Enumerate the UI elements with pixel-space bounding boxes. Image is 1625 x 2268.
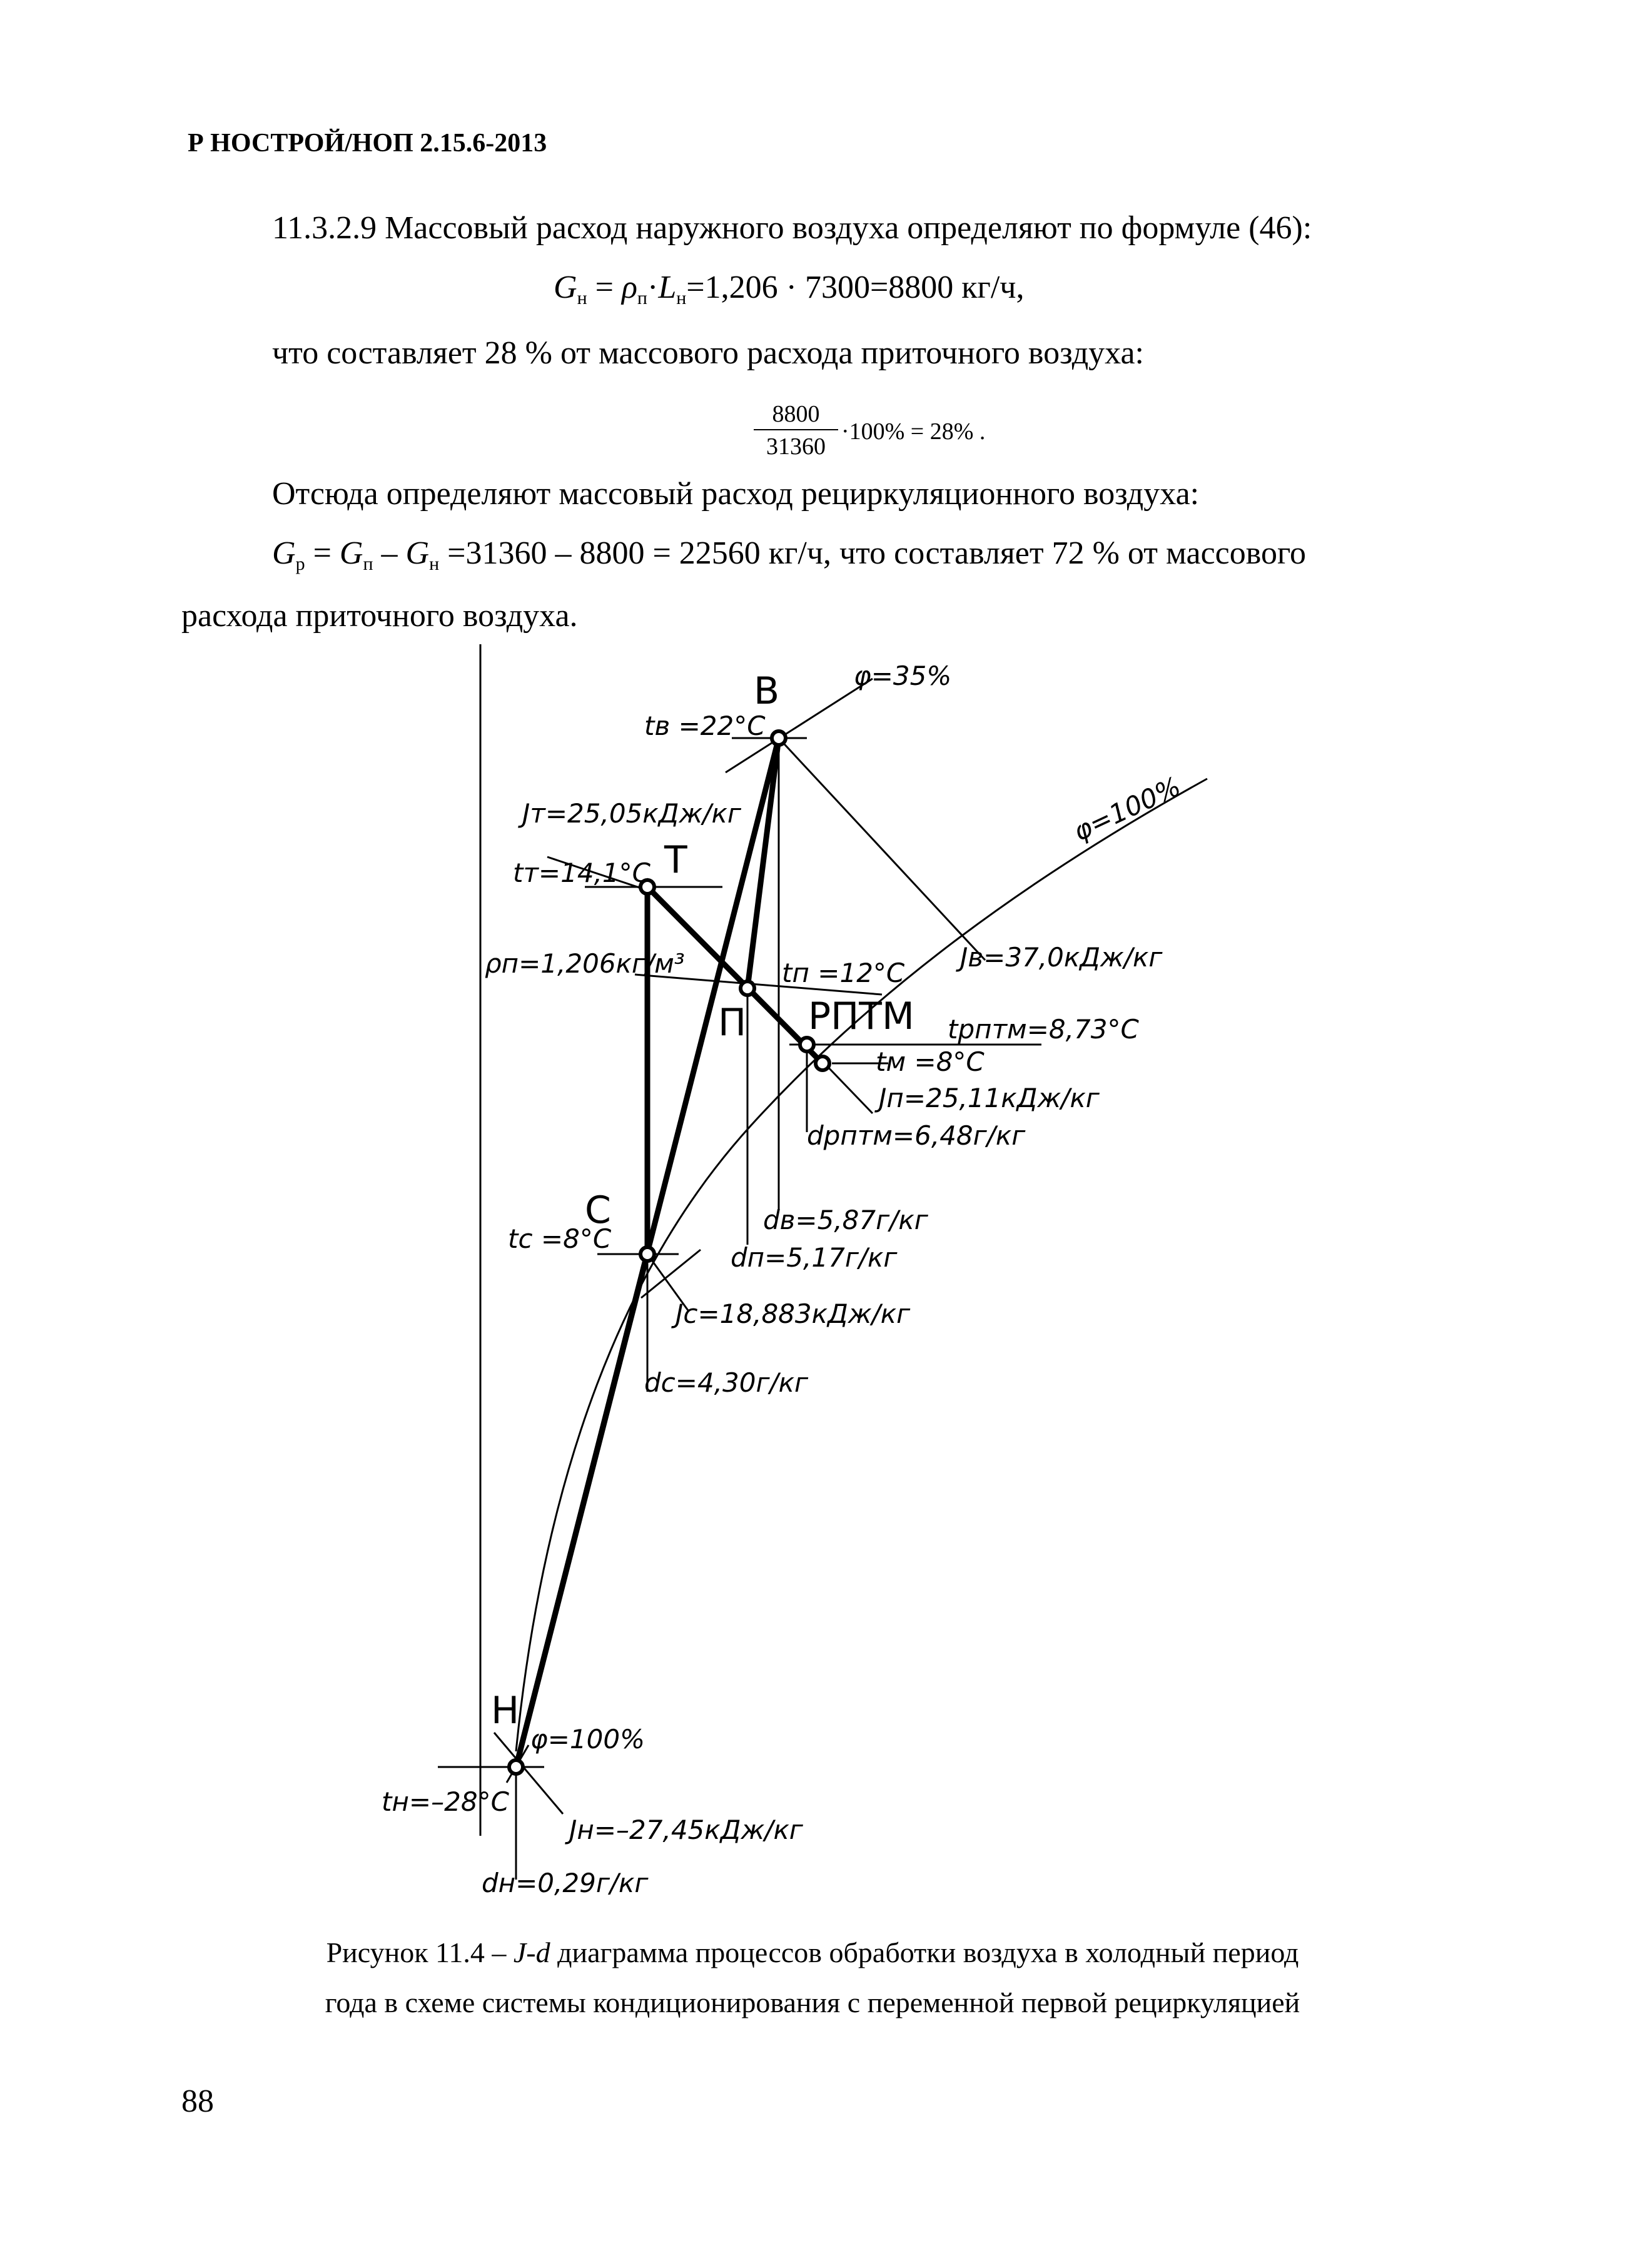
- label-drptm: dрптм=6,48г/кг: [807, 1120, 1026, 1151]
- fraction-numerator: 8800: [754, 400, 838, 430]
- label-tc: tс =8°С: [508, 1223, 612, 1254]
- label-tn: tн=–28°С: [382, 1786, 509, 1817]
- label-trptm: tрптм=8,73°С: [948, 1014, 1139, 1045]
- formula-symbol: G: [405, 535, 430, 571]
- formula-subscript: н: [676, 288, 687, 308]
- label-jn: Jн=–27,45кДж/кг: [569, 1815, 803, 1845]
- paragraph-3: Отсюда определяют массовый расход рециркуляционного воздуха:: [272, 476, 1200, 512]
- paragraph-2: что составляет 28 % от массового расхода приточного воздуха:: [272, 335, 1144, 371]
- formula-symbol: G: [339, 535, 363, 571]
- point-label-p: П: [718, 1001, 747, 1045]
- formula-operator: –: [373, 535, 406, 571]
- label-rho-p: ρп=1,206кг/м³: [485, 948, 685, 979]
- label-phi-h: φ=100%: [530, 1724, 645, 1754]
- page-number: 88: [181, 2083, 214, 2119]
- document-code: Р НОСТРОЙ/НОП 2.15.6-2013: [188, 129, 547, 158]
- label-jc: Jс=18,883кДж/кг: [676, 1299, 911, 1329]
- state-point-h: [509, 1760, 523, 1774]
- formula-operator: =: [305, 535, 340, 571]
- point-label-h: Н: [491, 1689, 520, 1733]
- formula-operator: ·: [647, 270, 659, 305]
- caption-jd: J-d: [513, 1936, 550, 1968]
- label-tm: tм =8°С: [876, 1046, 985, 1077]
- label-jv: Jв=37,0кДж/кг: [960, 942, 1163, 973]
- point-label-rptm: РПТМ: [808, 995, 914, 1038]
- formula-symbol: G: [554, 270, 577, 305]
- label-phi35: φ=35%: [854, 661, 952, 691]
- caption-prefix: Рисунок 11.4 –: [326, 1936, 514, 1968]
- figure-caption-line-2: года в схеме системы кондиционирования с переменной первой рециркуляцией: [325, 1987, 1300, 2018]
- state-point-rptm: [800, 1038, 814, 1051]
- enthalpy-line-p: [824, 1063, 873, 1113]
- figure-caption-line-1: [0, 1936, 1625, 1969]
- label-dp: dп=5,17г/кг: [731, 1242, 898, 1273]
- process-line-c-h: [516, 1254, 647, 1767]
- fraction-result: ·100% = 28% .: [841, 418, 986, 445]
- label-jt: Jт=25,05кДж/кг: [522, 798, 741, 829]
- process-line-b-p: [747, 738, 779, 988]
- caption-text: диаграмма процессов обработки воздуха в холодный период: [550, 1936, 1299, 1968]
- state-point-m: [816, 1056, 829, 1070]
- formula-operator: =: [587, 270, 622, 305]
- formula-subscript: р: [295, 554, 305, 574]
- state-point-p: [741, 981, 754, 995]
- point-label-b: В: [754, 669, 780, 713]
- label-tt: tт=14,1°С: [513, 858, 651, 888]
- point-label-c: С: [585, 1188, 611, 1232]
- formula-value: =31360 – 8800 = 22560 кг/ч, что составляет 72 % от массового: [439, 535, 1306, 571]
- label-tv: tв =22°С: [644, 711, 766, 741]
- label-tp: tп =12°С: [782, 958, 905, 988]
- formula-subscript: н: [429, 554, 440, 574]
- label-dv: dв=5,87г/кг: [763, 1205, 928, 1235]
- state-point-c: [640, 1247, 654, 1261]
- formula-symbol: ρ: [621, 270, 637, 305]
- paragraph-4: расхода приточного воздуха.: [181, 598, 578, 634]
- fraction-denominator: 31360: [766, 433, 826, 460]
- formula-subscript: п: [637, 288, 647, 308]
- state-point-b: [772, 731, 786, 745]
- enthalpy-line-v: [779, 738, 985, 960]
- label-phi100: φ=100%: [1068, 771, 1186, 848]
- label-jp: Jп=25,11кДж/кг: [879, 1083, 1100, 1113]
- formula-subscript: п: [363, 554, 373, 574]
- formula-symbol: G: [272, 535, 296, 571]
- label-dc: dс=4,30г/кг: [644, 1367, 809, 1398]
- formula-subscript: н: [577, 288, 587, 308]
- formula-value: =1,206 · 7300=8800 кг/ч,: [686, 270, 1025, 305]
- paragraph-1: 11.3.2.9 Массовый расход наружного воздуха определяют по формуле (46):: [272, 210, 1312, 246]
- formula-symbol: L: [658, 270, 677, 305]
- point-label-t: Т: [664, 838, 687, 882]
- label-dn: dн=0,29г/кг: [482, 1868, 649, 1898]
